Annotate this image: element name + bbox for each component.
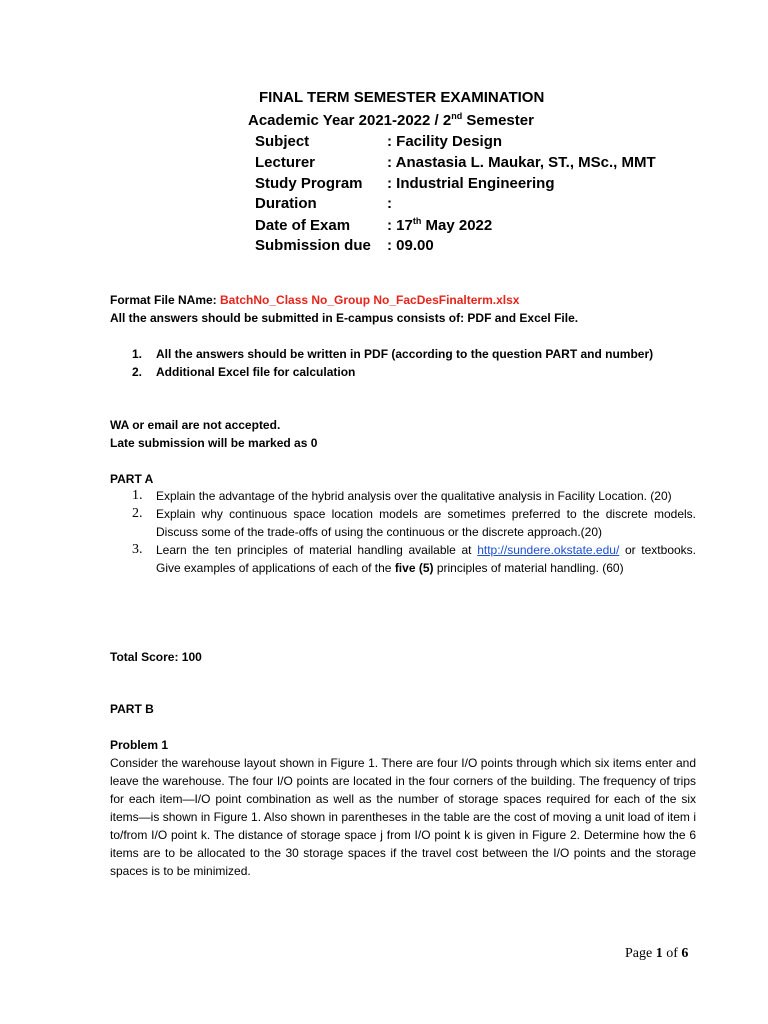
part-a-question: 1. Explain the advantage of the hybrid analysis over the qualitative analysis in Facility Location. (20) [132,488,672,503]
lecturer-row: Lecturer : Anastasia L. Maukar, ST., MSc., MMT [255,154,656,171]
submission-due-row: Submission due : 09.00 [255,237,434,254]
problem-title: Problem 1 [110,738,169,752]
part-a-title: PART A [110,472,154,486]
answers-note: All the answers should be submitted in E-campus consists of: PDF and Excel File. [110,311,579,325]
total-score: Total Score: 100 [110,650,202,664]
part-a-question: 3. Learn the ten principles of material handling available at http://sundere.okstate.edu/ or textbooks. Give examples of applications of each of the five (5) principles of material handling. (60) [132,542,696,575]
material-handling-link[interactable]: http://sundere.okstate.edu/ [477,543,620,557]
problem-text: Consider the warehouse layout shown in Figure 1. There are four I/O points through which six items enter and leave the warehouse. The four I/O points are located in the four corners of the building. The frequency of trips for each item—I/O point combination as well as the number of storage spaces required for each of the six items—is shown in Figure 1. Also shown in parentheses in the table are the cost of moving a unit load of item i to/from I/O point k. The distance of storage space j from I/O point k is given in Figure 2. Determine how the 6 items are to be allocated to the 30 storage spaces if the travel cost between the I/O points and the storage spaces is to be minimized. [110,756,696,878]
format-filename: BatchNo_Class No_Group No_FacDesFinalterm.xlsx [220,293,520,307]
instruction-item: 2. Additional Excel file for calculation [132,365,356,379]
late-note: Late submission will be marked as 0 [110,436,318,450]
exam-title: FINAL TERM SEMESTER EXAMINATION [259,89,545,106]
instructions-list [130,346,696,381]
format-file-line: Format File NAme: BatchNo_Class No_Group No_FacDesFinalterm.xlsx [110,293,520,307]
academic-year: Academic Year 2021-2022 / 2nd Semester [248,111,534,129]
part-a-questions [130,487,696,577]
wa-note: WA or email are not accepted. [110,418,281,432]
subject-row: Subject : Facility Design [255,133,503,150]
instruction-item: 1. All the answers should be written in PDF (according to the question PART and number) [132,347,654,361]
study-program-row: Study Program : Industrial Engineering [255,175,555,192]
page-footer: Page 1 of 6 [625,946,689,961]
part-b-title: PART B [110,702,154,716]
duration-row: Duration : [255,195,392,212]
part-a-question: 2. Explain why continuous space location models are sometimes preferred to the discrete models. Discuss some of the trade-offs of using the continuous or the discrete approach.(20) [132,506,696,539]
date-of-exam-row: Date of Exam : 17th May 2022 [255,216,493,234]
